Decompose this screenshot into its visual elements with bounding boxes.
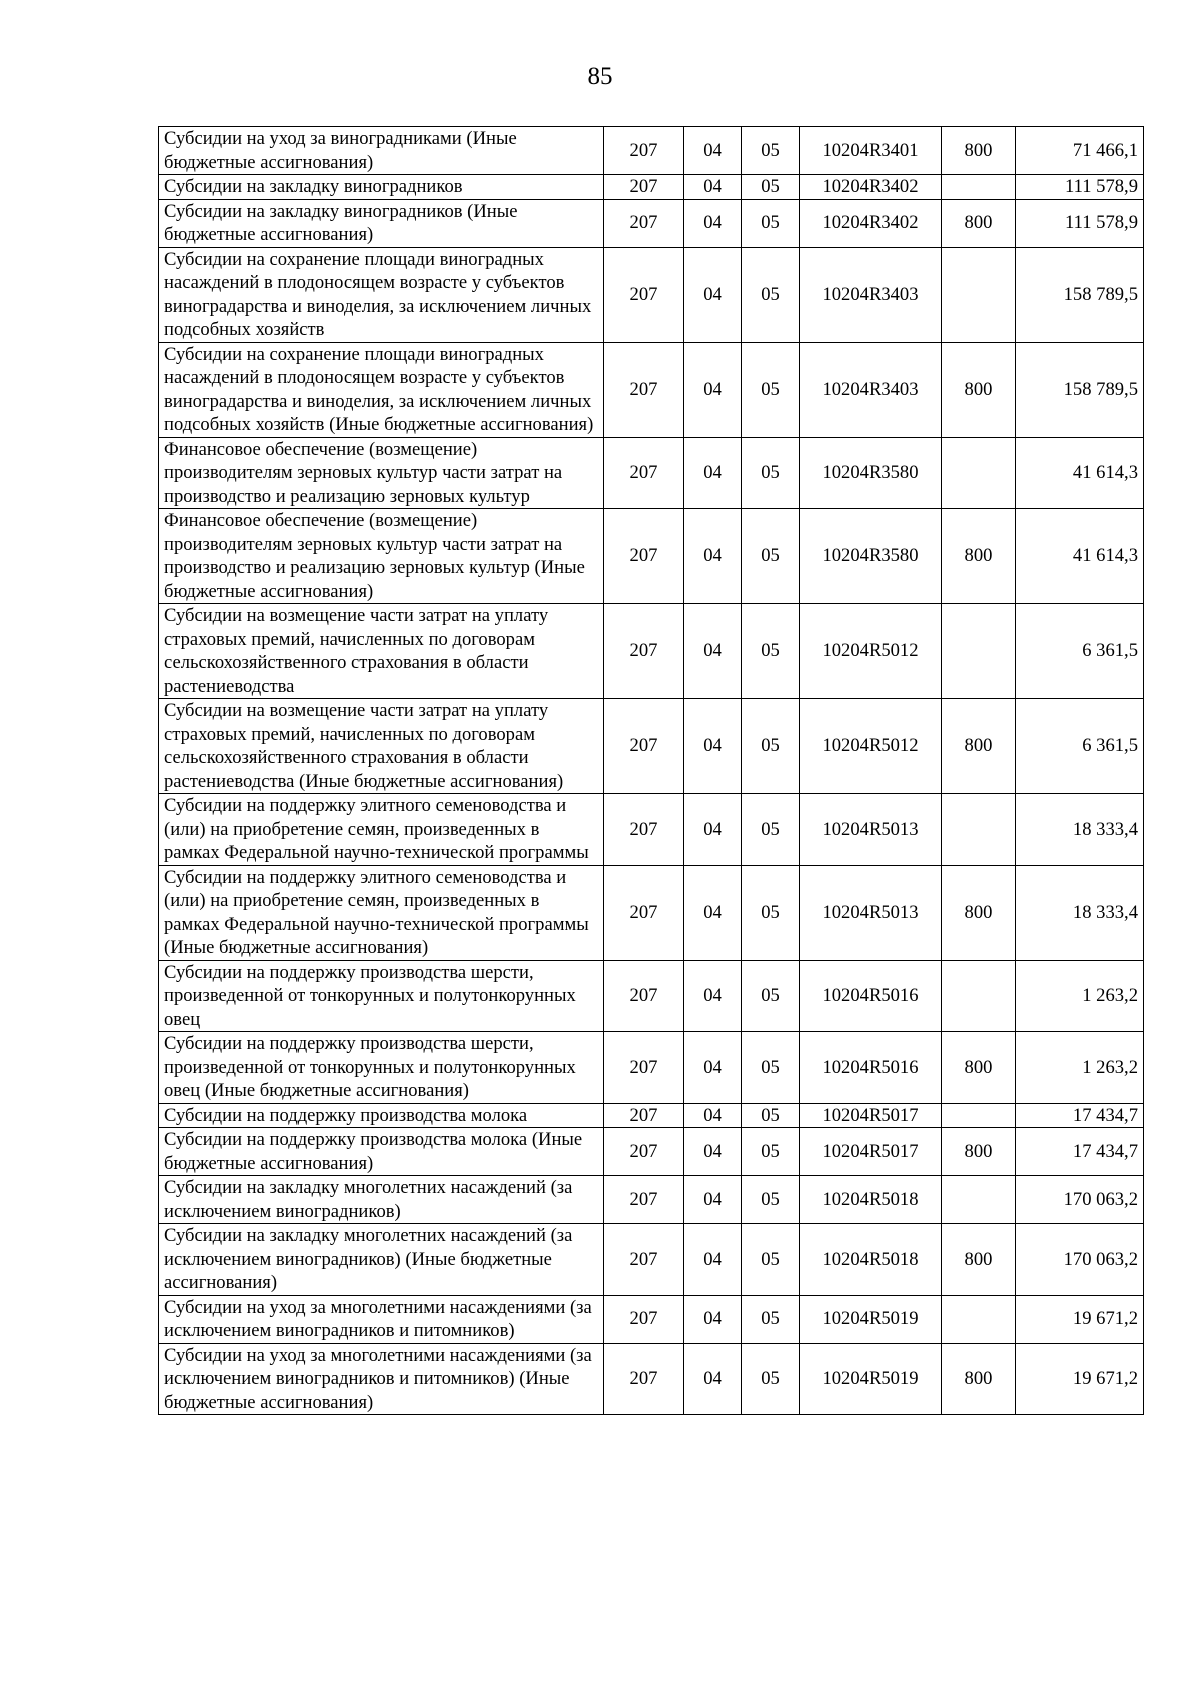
row-subsection-cell: 05 bbox=[742, 1295, 800, 1343]
row-target-article-cell: 10204R5012 bbox=[800, 604, 942, 699]
row-target-article-cell: 10204R3403 bbox=[800, 247, 942, 342]
row-target-article-cell: 10204R5013 bbox=[800, 794, 942, 866]
table-row bbox=[159, 1103, 1144, 1128]
row-expense-type-cell bbox=[942, 175, 1016, 200]
row-subsection-cell: 05 bbox=[742, 437, 800, 509]
row-ministry-code-cell: 207 bbox=[604, 1176, 684, 1224]
row-subsection-cell: 05 bbox=[742, 1128, 800, 1176]
row-expense-type-cell: 800 bbox=[942, 199, 1016, 247]
row-amount-cell: 18 333,4 bbox=[1016, 794, 1144, 866]
row-name-cell: Субсидии на возмещение части затрат на уплату страховых премий, начисленных по договорам сельскохозяйственного страхования в области растениеводства bbox=[159, 604, 604, 699]
row-section-cell: 04 bbox=[684, 1032, 742, 1104]
row-target-article-cell: 10204R3403 bbox=[800, 342, 942, 437]
row-name-cell: Субсидии на уход за многолетними насаждениями (за исключением виноградников и питомников) bbox=[159, 1295, 604, 1343]
row-target-article-cell: 10204R5018 bbox=[800, 1176, 942, 1224]
row-amount-cell: 17 434,7 bbox=[1016, 1103, 1144, 1128]
row-ministry-code-cell: 207 bbox=[604, 1103, 684, 1128]
row-amount-cell: 19 671,2 bbox=[1016, 1343, 1144, 1415]
row-expense-type-cell: 800 bbox=[942, 865, 1016, 960]
row-ministry-code-cell: 207 bbox=[604, 247, 684, 342]
row-target-article-cell: 10204R5016 bbox=[800, 1032, 942, 1104]
row-expense-type-cell: 800 bbox=[942, 127, 1016, 175]
row-amount-cell: 18 333,4 bbox=[1016, 865, 1144, 960]
table-row bbox=[159, 1176, 1144, 1224]
row-expense-type-cell: 800 bbox=[942, 699, 1016, 794]
row-section-cell: 04 bbox=[684, 437, 742, 509]
row-expense-type-cell: 800 bbox=[942, 1343, 1016, 1415]
row-target-article-cell: 10204R3402 bbox=[800, 199, 942, 247]
row-subsection-cell: 05 bbox=[742, 604, 800, 699]
row-subsection-cell: 05 bbox=[742, 127, 800, 175]
row-ministry-code-cell: 207 bbox=[604, 199, 684, 247]
row-subsection-cell: 05 bbox=[742, 699, 800, 794]
row-subsection-cell: 05 bbox=[742, 960, 800, 1032]
table-row bbox=[159, 1032, 1144, 1104]
row-name-cell: Субсидии на сохранение площади виноградных насаждений в плодоносящем возрасте у субъектов виноградарства и виноделия, за исключением личных подсобных хозяйств bbox=[159, 247, 604, 342]
row-ministry-code-cell: 207 bbox=[604, 604, 684, 699]
row-target-article-cell: 10204R5017 bbox=[800, 1103, 942, 1128]
row-amount-cell: 6 361,5 bbox=[1016, 699, 1144, 794]
row-target-article-cell: 10204R3580 bbox=[800, 437, 942, 509]
row-expense-type-cell: 800 bbox=[942, 1032, 1016, 1104]
row-expense-type-cell: 800 bbox=[942, 1224, 1016, 1296]
row-name-cell: Субсидии на поддержку производства молока bbox=[159, 1103, 604, 1128]
row-expense-type-cell bbox=[942, 1103, 1016, 1128]
row-amount-cell: 111 578,9 bbox=[1016, 199, 1144, 247]
row-ministry-code-cell: 207 bbox=[604, 1224, 684, 1296]
row-subsection-cell: 05 bbox=[742, 865, 800, 960]
table-row bbox=[159, 865, 1144, 960]
table-row bbox=[159, 342, 1144, 437]
row-amount-cell: 17 434,7 bbox=[1016, 1128, 1144, 1176]
row-section-cell: 04 bbox=[684, 199, 742, 247]
row-subsection-cell: 05 bbox=[742, 1176, 800, 1224]
row-target-article-cell: 10204R3401 bbox=[800, 127, 942, 175]
row-ministry-code-cell: 207 bbox=[604, 1343, 684, 1415]
row-subsection-cell: 05 bbox=[742, 1032, 800, 1104]
table-row bbox=[159, 175, 1144, 200]
row-expense-type-cell bbox=[942, 247, 1016, 342]
row-subsection-cell: 05 bbox=[742, 1224, 800, 1296]
row-expense-type-cell: 800 bbox=[942, 1128, 1016, 1176]
row-section-cell: 04 bbox=[684, 1176, 742, 1224]
row-ministry-code-cell: 207 bbox=[604, 437, 684, 509]
row-amount-cell: 1 263,2 bbox=[1016, 960, 1144, 1032]
row-ministry-code-cell: 207 bbox=[604, 865, 684, 960]
row-expense-type-cell bbox=[942, 960, 1016, 1032]
row-expense-type-cell bbox=[942, 794, 1016, 866]
row-expense-type-cell bbox=[942, 1176, 1016, 1224]
row-section-cell: 04 bbox=[684, 1224, 742, 1296]
row-subsection-cell: 05 bbox=[742, 199, 800, 247]
table-row bbox=[159, 509, 1144, 604]
row-subsection-cell: 05 bbox=[742, 342, 800, 437]
table-row bbox=[159, 437, 1144, 509]
row-ministry-code-cell: 207 bbox=[604, 1295, 684, 1343]
row-section-cell: 04 bbox=[684, 960, 742, 1032]
row-target-article-cell: 10204R5012 bbox=[800, 699, 942, 794]
row-section-cell: 04 bbox=[684, 247, 742, 342]
row-section-cell: 04 bbox=[684, 865, 742, 960]
table-row bbox=[159, 199, 1144, 247]
row-name-cell: Субсидии на закладку многолетних насаждений (за исключением виноградников) bbox=[159, 1176, 604, 1224]
row-expense-type-cell: 800 bbox=[942, 342, 1016, 437]
row-name-cell: Субсидии на возмещение части затрат на уплату страховых премий, начисленных по договорам сельскохозяйственного страхования в области растениеводства (Иные бюджетные ассигнования) bbox=[159, 699, 604, 794]
row-ministry-code-cell: 207 bbox=[604, 1128, 684, 1176]
row-section-cell: 04 bbox=[684, 342, 742, 437]
budget-table bbox=[158, 126, 1144, 1415]
row-target-article-cell: 10204R5013 bbox=[800, 865, 942, 960]
row-section-cell: 04 bbox=[684, 175, 742, 200]
row-section-cell: 04 bbox=[684, 1103, 742, 1128]
row-target-article-cell: 10204R5019 bbox=[800, 1343, 942, 1415]
row-name-cell: Субсидии на поддержку производства шерсти, произведенной от тонкорунных и полутонкорунных овец (Иные бюджетные ассигнования) bbox=[159, 1032, 604, 1104]
table-row bbox=[159, 699, 1144, 794]
budget-table-body bbox=[159, 127, 1144, 1415]
table-row bbox=[159, 794, 1144, 866]
row-ministry-code-cell: 207 bbox=[604, 342, 684, 437]
table-row bbox=[159, 1295, 1144, 1343]
row-expense-type-cell bbox=[942, 1295, 1016, 1343]
row-ministry-code-cell: 207 bbox=[604, 794, 684, 866]
table-row bbox=[159, 604, 1144, 699]
row-target-article-cell: 10204R5018 bbox=[800, 1224, 942, 1296]
row-ministry-code-cell: 207 bbox=[604, 175, 684, 200]
row-target-article-cell: 10204R5017 bbox=[800, 1128, 942, 1176]
row-section-cell: 04 bbox=[684, 509, 742, 604]
page-number: 85 bbox=[587, 63, 613, 90]
row-section-cell: 04 bbox=[684, 1128, 742, 1176]
row-subsection-cell: 05 bbox=[742, 509, 800, 604]
row-subsection-cell: 05 bbox=[742, 175, 800, 200]
row-section-cell: 04 bbox=[684, 794, 742, 866]
row-ministry-code-cell: 207 bbox=[604, 699, 684, 794]
row-name-cell: Субсидии на поддержку элитного семеноводства и (или) на приобретение семян, произведенных в рамках Федеральной научно-технической программы bbox=[159, 794, 604, 866]
table-row bbox=[159, 247, 1144, 342]
row-amount-cell: 1 263,2 bbox=[1016, 1032, 1144, 1104]
row-section-cell: 04 bbox=[684, 1295, 742, 1343]
row-amount-cell: 158 789,5 bbox=[1016, 342, 1144, 437]
row-name-cell: Субсидии на поддержку производства молока (Иные бюджетные ассигнования) bbox=[159, 1128, 604, 1176]
row-name-cell: Субсидии на закладку виноградников bbox=[159, 175, 604, 200]
row-name-cell: Субсидии на поддержку производства шерсти, произведенной от тонкорунных и полутонкорунных овец bbox=[159, 960, 604, 1032]
row-subsection-cell: 05 bbox=[742, 1103, 800, 1128]
row-amount-cell: 6 361,5 bbox=[1016, 604, 1144, 699]
row-section-cell: 04 bbox=[684, 699, 742, 794]
row-name-cell: Субсидии на уход за виноградниками (Иные бюджетные ассигнования) bbox=[159, 127, 604, 175]
row-amount-cell: 111 578,9 bbox=[1016, 175, 1144, 200]
row-amount-cell: 41 614,3 bbox=[1016, 509, 1144, 604]
row-target-article-cell: 10204R3402 bbox=[800, 175, 942, 200]
row-amount-cell: 71 466,1 bbox=[1016, 127, 1144, 175]
row-ministry-code-cell: 207 bbox=[604, 1032, 684, 1104]
row-name-cell: Субсидии на закладку многолетних насаждений (за исключением виноградников) (Иные бюджетные ассигнования) bbox=[159, 1224, 604, 1296]
row-name-cell: Субсидии на закладку виноградников (Иные бюджетные ассигнования) bbox=[159, 199, 604, 247]
row-expense-type-cell: 800 bbox=[942, 509, 1016, 604]
row-target-article-cell: 10204R5019 bbox=[800, 1295, 942, 1343]
row-ministry-code-cell: 207 bbox=[604, 960, 684, 1032]
table-row bbox=[159, 960, 1144, 1032]
row-subsection-cell: 05 bbox=[742, 1343, 800, 1415]
row-expense-type-cell bbox=[942, 437, 1016, 509]
row-amount-cell: 170 063,2 bbox=[1016, 1224, 1144, 1296]
row-expense-type-cell bbox=[942, 604, 1016, 699]
row-target-article-cell: 10204R3580 bbox=[800, 509, 942, 604]
row-amount-cell: 41 614,3 bbox=[1016, 437, 1144, 509]
row-amount-cell: 158 789,5 bbox=[1016, 247, 1144, 342]
row-name-cell: Финансовое обеспечение (возмещение) производителям зерновых культур части затрат на производство и реализацию зерновых культур bbox=[159, 437, 604, 509]
table-row bbox=[159, 1343, 1144, 1415]
row-target-article-cell: 10204R5016 bbox=[800, 960, 942, 1032]
row-name-cell: Субсидии на уход за многолетними насаждениями (за исключением виноградников и питомников) (Иные бюджетные ассигнования) bbox=[159, 1343, 604, 1415]
row-amount-cell: 19 671,2 bbox=[1016, 1295, 1144, 1343]
row-subsection-cell: 05 bbox=[742, 247, 800, 342]
table-row bbox=[159, 1224, 1144, 1296]
row-amount-cell: 170 063,2 bbox=[1016, 1176, 1144, 1224]
row-subsection-cell: 05 bbox=[742, 794, 800, 866]
row-section-cell: 04 bbox=[684, 127, 742, 175]
row-section-cell: 04 bbox=[684, 604, 742, 699]
row-ministry-code-cell: 207 bbox=[604, 127, 684, 175]
table-row bbox=[159, 127, 1144, 175]
table-row bbox=[159, 1128, 1144, 1176]
row-section-cell: 04 bbox=[684, 1343, 742, 1415]
row-name-cell: Финансовое обеспечение (возмещение) производителям зерновых культур части затрат на производство и реализацию зерновых культур (Иные бюджетные ассигнования) bbox=[159, 509, 604, 604]
row-name-cell: Субсидии на сохранение площади виноградных насаждений в плодоносящем возрасте у субъектов виноградарства и виноделия, за исключением личных подсобных хозяйств (Иные бюджетные ассигнования) bbox=[159, 342, 604, 437]
row-name-cell: Субсидии на поддержку элитного семеноводства и (или) на приобретение семян, произведенных в рамках Федеральной научно-технической программы (Иные бюджетные ассигнования) bbox=[159, 865, 604, 960]
row-ministry-code-cell: 207 bbox=[604, 509, 684, 604]
